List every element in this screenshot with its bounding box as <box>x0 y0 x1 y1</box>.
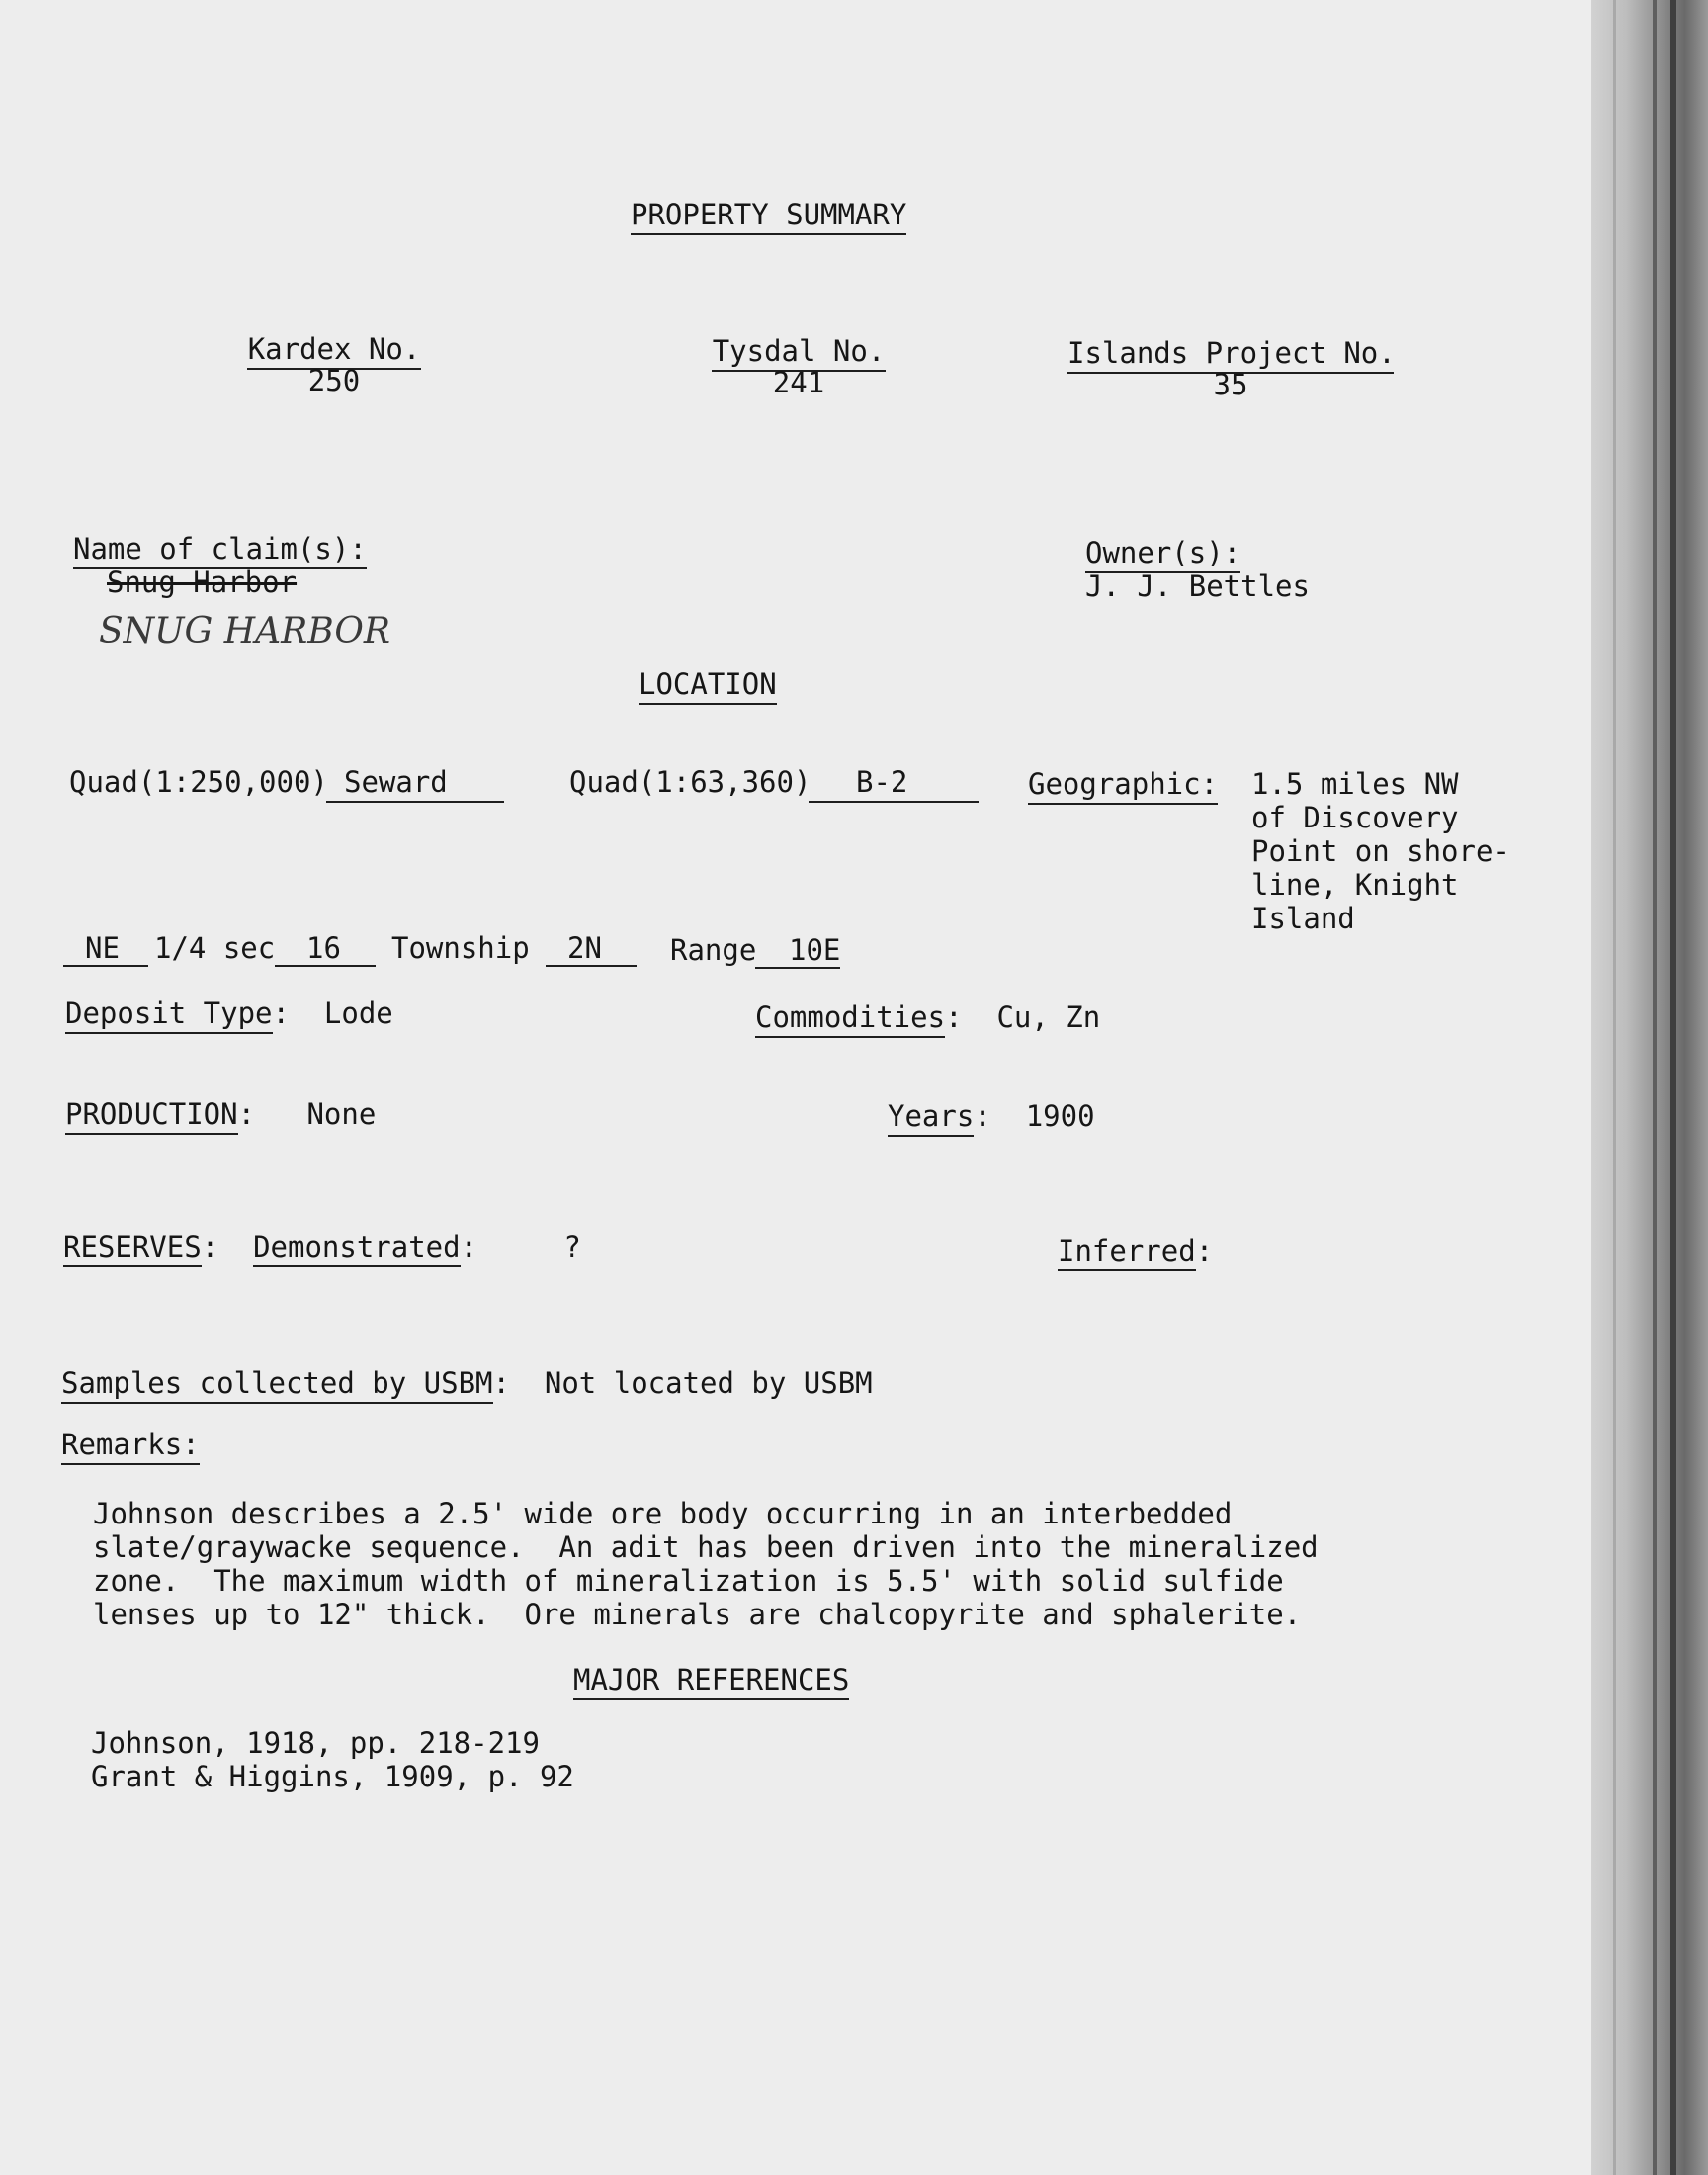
deposit-label: Deposit Type <box>65 997 273 1034</box>
range-value: 10E <box>789 933 841 967</box>
quarter-line <box>63 965 148 967</box>
references-heading: MAJOR REFERENCES <box>573 1663 849 1700</box>
township-label: Township <box>391 931 530 965</box>
years-row: Years: 1900 <box>888 1099 1095 1133</box>
remarks-paragraph <box>93 1497 1319 1631</box>
demonstrated-label: Demonstrated <box>253 1230 461 1267</box>
quad-250k-label: Quad(1:250,000) <box>69 765 328 799</box>
remarks-line: slate/graywacke sequence. An adit has been driven into the mineralized <box>93 1530 1319 1564</box>
owner-label: Owner(s): <box>1085 536 1240 573</box>
claim-typed-name: Snug Harbor <box>107 566 298 599</box>
geographic-description <box>1251 767 1510 935</box>
inferred-label: Inferred <box>1058 1234 1196 1271</box>
inferred-row: Inferred: <box>1058 1234 1213 1267</box>
commodities-label: Commodities <box>755 1000 945 1038</box>
geographic-line: Island <box>1251 902 1355 935</box>
commodities-value: Cu, Zn <box>996 1000 1101 1034</box>
references-list <box>91 1726 574 1793</box>
remarks-label: Remarks: <box>61 1428 200 1465</box>
demonstrated-value: ? <box>563 1230 581 1263</box>
reference-item: Grant & Higgins, 1909, p. 92 <box>91 1760 574 1793</box>
owner-value: J. J. Bettles <box>1085 569 1310 603</box>
deposit-value: Lode <box>323 997 393 1030</box>
samples-row: Samples collected by USBM: Not located by USBM <box>61 1366 873 1400</box>
quad-250k-value: Seward <box>344 765 448 799</box>
range-line <box>755 967 840 969</box>
township-value: 2N <box>567 931 602 965</box>
range-label: Range <box>670 933 757 967</box>
kardex-value: 250 <box>307 364 361 397</box>
years-value: 1900 <box>1025 1099 1095 1133</box>
claim-handwritten-name: SNUG HARBOR <box>99 611 390 652</box>
quad-250k-line <box>326 801 504 803</box>
years-label: Years <box>888 1099 974 1137</box>
geographic-line: 1.5 miles NW <box>1251 767 1459 801</box>
geographic-line: line, Knight <box>1251 868 1459 902</box>
document-title: PROPERTY SUMMARY <box>631 198 906 235</box>
sec-line <box>275 965 376 967</box>
township-line <box>546 965 637 967</box>
geographic-line: of Discovery <box>1251 801 1459 834</box>
quad-63k-value: B-2 <box>856 765 908 799</box>
production-row: PRODUCTION: None <box>65 1097 376 1131</box>
commodities-row: Commodities: Cu, Zn <box>755 1000 1100 1034</box>
tysdal-label: Tysdal No. <box>712 334 886 372</box>
quad-63k-label: Quad(1:63,360) <box>569 765 811 799</box>
page-edge-line <box>1670 0 1676 2175</box>
remarks-line: Johnson describes a 2.5' wide ore body occurring in an interbedded <box>93 1497 1233 1530</box>
production-value: None <box>306 1097 377 1131</box>
deposit-row: Deposit Type: Lode <box>65 997 393 1030</box>
sec-value: 16 <box>306 931 341 965</box>
samples-value: Not located by USBM <box>544 1366 873 1400</box>
claim-label: Name of claim(s): <box>73 532 367 569</box>
production-label: PRODUCTION <box>65 1097 238 1135</box>
reserves-row: RESERVES: Demonstrated: ? <box>63 1230 581 1263</box>
quad-63k-line <box>809 801 979 803</box>
quarter-value: NE <box>85 931 120 965</box>
sec-label: 1/4 sec <box>154 931 276 965</box>
remarks-line: lenses up to 12" thick. Ore minerals are chalcopyrite and sphalerite. <box>93 1598 1302 1631</box>
page-edge-shadow <box>1591 0 1708 2175</box>
reference-item: Johnson, 1918, pp. 218-219 <box>91 1726 540 1760</box>
page-edge-line <box>1653 0 1657 2175</box>
page-edge-line <box>1613 0 1616 2175</box>
location-heading: LOCATION <box>639 667 777 705</box>
samples-label: Samples collected by USBM <box>61 1366 493 1404</box>
geographic-label: Geographic: <box>1028 767 1218 805</box>
remarks-line: zone. The maximum width of mineralization is 5.5' with solid sulfide <box>93 1564 1284 1598</box>
islands-label: Islands Project No. <box>1068 336 1394 374</box>
geographic-line: Point on shore- <box>1251 834 1510 868</box>
kardex-label: Kardex No. <box>247 332 421 370</box>
reserves-label: RESERVES <box>63 1230 202 1267</box>
islands-value: 35 <box>1213 368 1248 401</box>
tysdal-value: 241 <box>772 366 825 399</box>
